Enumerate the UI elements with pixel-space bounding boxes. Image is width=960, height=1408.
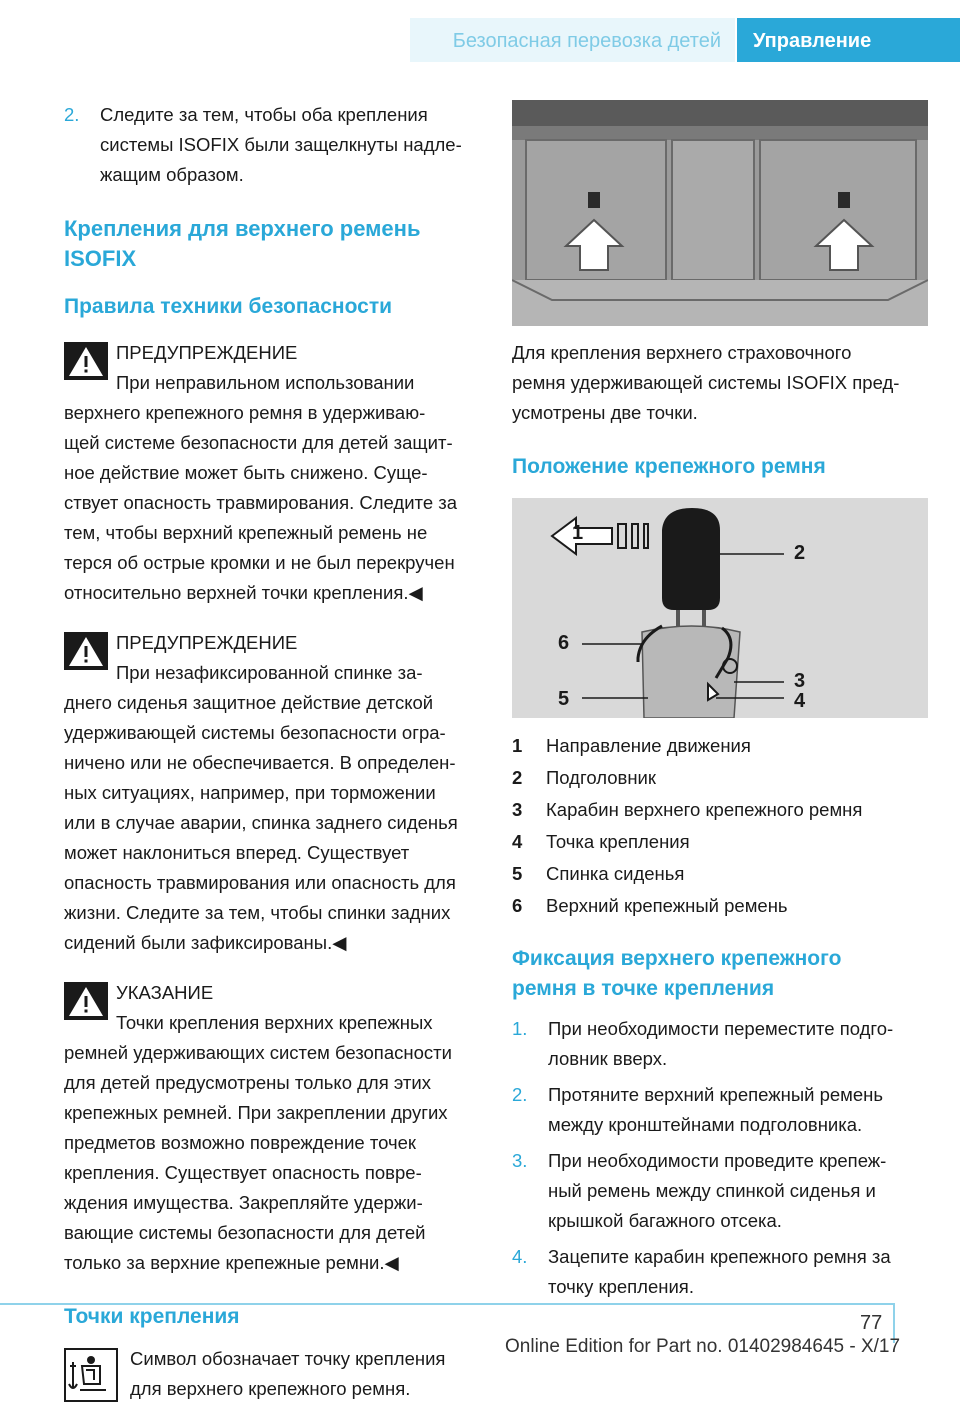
warning-line: ное действие может быть снижено. Суще- [64, 462, 428, 483]
header-chapter-title: Управление [737, 18, 960, 62]
symbol-line: Символ обозначает точку крепления [130, 1348, 446, 1369]
legend-text: Подголовник [546, 767, 656, 788]
warning-line: жизни. Следите за тем, чтобы спинки задних [64, 902, 451, 923]
notice-line: крепежных ремней. При закреплении других [64, 1102, 448, 1123]
subsection-heading [512, 944, 928, 1004]
warning-line: При незафиксированной спинке за- [116, 662, 423, 683]
diagram-label-5: 5 [558, 688, 570, 710]
notice-line: предметов возможно повреждение точек [64, 1132, 417, 1153]
warning-line: При неправильном использовании [116, 372, 415, 393]
footer-rule [0, 1303, 893, 1305]
warning-block [64, 338, 479, 608]
step-2 [64, 100, 479, 190]
photo-caption [512, 338, 928, 428]
warning-line: сидений были зафиксированы.◀ [64, 932, 347, 953]
notice-line: вающие системы безопасности для детей [64, 1222, 426, 1243]
caption-line: ремня удерживающей системы ISOFIX пред- [512, 372, 900, 393]
legend-item [512, 858, 928, 890]
heading-line: ISOFIX [64, 246, 137, 271]
symbol-description [130, 1344, 445, 1404]
subsection-heading: Точки крепления [64, 1305, 240, 1328]
legend-item [512, 890, 928, 922]
diagram-label-1: 1 [572, 522, 584, 544]
legend-text: Направление движения [546, 735, 751, 756]
warning-line: терся об острые кромки и не был перекручен [64, 552, 455, 573]
step-2 [512, 1080, 928, 1140]
notice-line: для детей предусмотрены только для этих [64, 1072, 431, 1093]
legend-number: 2 [512, 767, 523, 788]
warning-line: удерживающей системы безопасности огра- [64, 722, 446, 743]
legend-item [512, 762, 928, 794]
step-line: жащим образом. [100, 164, 244, 185]
warning-title: ПРЕДУПРЕЖДЕНИЕ [116, 342, 298, 363]
section-heading [64, 214, 479, 274]
warning-triangle-icon [64, 982, 108, 1020]
subsection-heading: Положение крепежного ремня [512, 455, 826, 478]
trunk-photo-illustration [512, 100, 928, 326]
step-number: 3. [512, 1150, 528, 1171]
diagram-legend [512, 730, 928, 922]
notice-line: только за верхние крепежные ремни.◀ [64, 1252, 399, 1273]
subsection-heading: Правила техники безопасности [64, 295, 393, 318]
warning-line: может наклониться вперед. Существует [64, 842, 410, 863]
left-column [64, 100, 479, 1408]
warning-line: ничено или не обеспечивается. В определен- [64, 752, 456, 773]
header-section-title: Безопасная перевозка детей [410, 18, 735, 62]
warning-block [64, 628, 479, 958]
footer-edition: Online Edition for Part no. 01402984645 - X/17 [505, 1336, 901, 1357]
warning-line: относительно верхней точки крепления.◀ [64, 582, 423, 603]
legend-number: 5 [512, 863, 523, 884]
step-line: Зацепите карабин крепежного ремня за [548, 1246, 891, 1267]
page-number: 77 [860, 1312, 883, 1334]
legend-number: 1 [512, 735, 523, 756]
step-line: При необходимости проведите крепеж- [548, 1150, 887, 1171]
belt-position-diagram [512, 498, 928, 718]
diagram-label-6: 6 [558, 632, 570, 654]
diagram-label-3: 3 [794, 670, 806, 692]
step-line: крышкой багажного отсека. [548, 1210, 782, 1231]
notice-title: УКАЗАНИЕ [116, 982, 214, 1003]
fixation-steps [512, 1014, 928, 1302]
step-1 [512, 1014, 928, 1074]
trunk-anchor-photo [512, 100, 928, 326]
step-line: Протяните верхний крепежный ремень [548, 1084, 884, 1105]
step-line: ный ремень между спинкой сиденья и [548, 1180, 876, 1201]
caption-line: Для крепления верхнего страховочного [512, 342, 852, 363]
notice-block [64, 978, 479, 1278]
warning-triangle-icon [64, 342, 108, 380]
warning-line: или в случае аварии, спинка заднего сиденья [64, 812, 458, 833]
warning-line: щей системе безопасности для детей защит- [64, 432, 453, 453]
warning-line: тем, чтобы верхний крепежный ремень не [64, 522, 428, 543]
step-number: 2. [512, 1084, 528, 1105]
step-line: между кронштейнами подголовника. [548, 1114, 863, 1135]
notice-line: крепления. Существует опасность повре- [64, 1162, 422, 1183]
legend-number: 3 [512, 799, 523, 820]
heading-line: Фиксация верхнего крепежного [512, 947, 842, 970]
legend-number: 4 [512, 831, 523, 852]
diagram-label-2: 2 [794, 542, 806, 564]
step-number: 4. [512, 1246, 528, 1267]
symbol-block [64, 1344, 479, 1408]
warning-line: днего сиденья защитное действие детской [64, 692, 434, 713]
step-4 [512, 1242, 928, 1302]
step-line: Следите за тем, чтобы оба крепления [100, 104, 428, 125]
heading-line: Крепления для верхнего ремень [64, 216, 421, 241]
legend-text: Верхний крепежный ремень [546, 895, 788, 916]
notice-line: Точки крепления верхних крепежных [116, 1012, 433, 1033]
step-line: ловник вверх. [548, 1048, 668, 1069]
caption-line: усмотрены две точки. [512, 402, 698, 423]
legend-text: Точка крепления [546, 831, 690, 852]
step-3 [512, 1146, 928, 1236]
step-line: При необходимости переместите подго- [548, 1018, 894, 1039]
warning-title: ПРЕДУПРЕЖДЕНИЕ [116, 632, 298, 653]
legend-item [512, 730, 928, 762]
step-number: 1. [512, 1018, 528, 1039]
notice-line: ремней удерживающих систем безопасности [64, 1042, 452, 1063]
symbol-line: для верхнего крепежного ремня. [130, 1378, 411, 1399]
warning-line: опасность травмирования или опасность для [64, 872, 456, 893]
warning-line: верхнего крепежного ремня в удерживаю- [64, 402, 426, 423]
heading-line: ремня в точке крепления [512, 977, 775, 1000]
child-seat-anchor-icon [64, 1348, 118, 1402]
right-column [512, 100, 928, 1302]
diagram-label-4: 4 [794, 690, 806, 712]
step-line: точку крепления. [548, 1276, 694, 1297]
page-header [0, 18, 960, 62]
legend-number: 6 [512, 895, 523, 916]
warning-line: ствует опасность травмирования. Следите за [64, 492, 458, 513]
legend-item [512, 826, 928, 858]
step-number: 2. [64, 104, 80, 125]
warning-line: ных ситуациях, например, при торможении [64, 782, 436, 803]
warning-triangle-icon [64, 632, 108, 670]
step-line: системы ISOFIX были защелкнуты надле- [100, 134, 462, 155]
notice-line: ждения имущества. Закрепляйте удержи- [64, 1192, 423, 1213]
legend-text: Спинка сиденья [546, 863, 685, 884]
legend-text: Карабин верхнего крепежного ремня [546, 799, 863, 820]
legend-item [512, 794, 928, 826]
